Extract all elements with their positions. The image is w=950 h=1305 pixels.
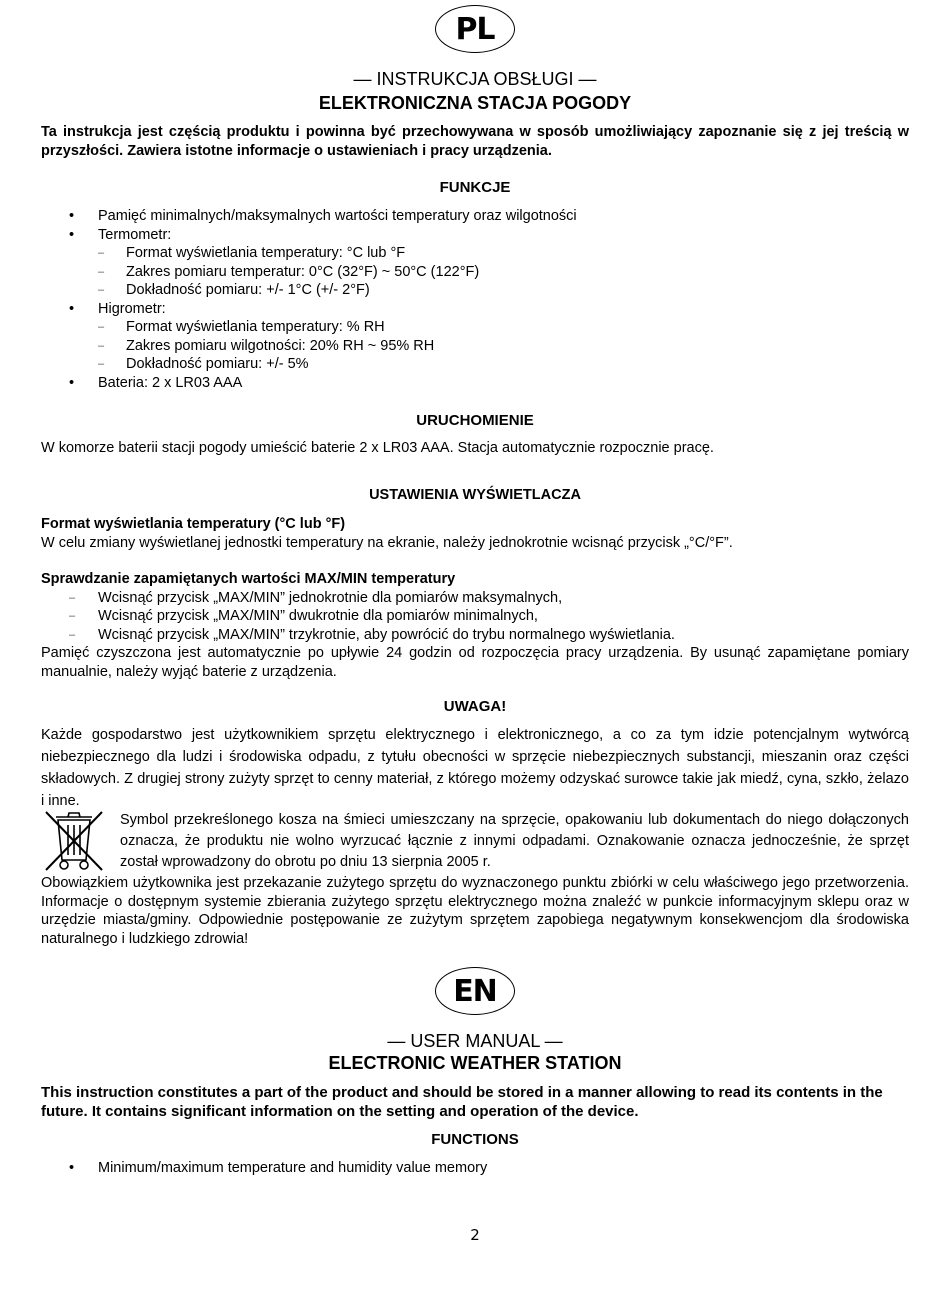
list-item: – Dokładność pomiaru: +/- 1°C (+/- 2°F) <box>41 281 909 300</box>
list-item: – Format wyświetlania temperatury: °C lub °F <box>41 244 909 263</box>
pl-title-line1: — INSTRUKCJA OBSŁUGI — <box>353 69 597 89</box>
list-item: • Minimum/maximum temperature and humidity value memory <box>41 1159 909 1178</box>
pl-startup-text: W komorze baterii stacji pogody umieścić baterie 2 x LR03 AAA. Stacja automatycznie rozpocznie pracę. <box>41 440 714 456</box>
list-item: • Termometr: <box>41 226 909 245</box>
pl-display-heading: USTAWIENIA WYŚWIETLACZA <box>369 487 581 503</box>
pl-startup-heading: URUCHOMIENIE <box>416 412 534 429</box>
pl-duty-text: Obowiązkiem użytkownika jest przekazanie zużytego sprzętu do wyznaczonego punktu zbiórki w celu właściwego jego przetworzenia. Informacje o dostępnym systemie zbierania zużytego sprzętu elektrycznego można znaleźć w punkcie informacyjnym sklepu oraz w urzędzie miasta/gminy. Odpowiednie postępowanie ze zużytym sprzętem zapobiega negatywnym konsekwencjom dla środowiska naturalnego i ludzkiego zdrowia! <box>41 875 909 947</box>
list-item: – Wcisnąć przycisk „MAX/MIN” dwukrotnie dla pomiarów minimalnych, <box>41 607 909 626</box>
list-item: – Format wyświetlania temperatury: % RH <box>41 318 909 337</box>
list-item: – Zakres pomiaru wilgotności: 20% RH ~ 95% RH <box>41 337 909 356</box>
pl-functions-heading: FUNKCJE <box>439 179 511 196</box>
list-item: – Wcisnąć przycisk „MAX/MIN” trzykrotnie, aby powrócić do trybu normalnego wyświetlania. <box>41 626 909 645</box>
list-item: – Zakres pomiaru temperatur: 0°C (32°F) ~ 50°C (122°F) <box>41 263 909 282</box>
language-badge-pl: PL <box>435 5 515 53</box>
pl-maxmin-title: Sprawdzanie zapamiętanych wartości MAX/MIN temperatury <box>41 571 456 587</box>
en-functions-heading: FUNCTIONS <box>431 1131 519 1148</box>
pl-warning-text: Każde gospodarstwo jest użytkownikiem sprzętu elektrycznego i elektronicznego, a co za tym idzie potencjalnym wytwórcą niebezpiecznego dla ludzi i środowiska odpadu, z tytułu obecności w sprzęcie niebezpiecznych substancji, mieszanin oraz części składowych. Z drugiej strony zużyty sprzęt to cenny materiał, z którego możemy odzyskać surowce takie jak miedź, cyna, szkło, żelazo i inne. <box>41 727 909 809</box>
pl-format-text: W celu zmiany wyświetlanej jednostki temperatury na ekranie, należy jednokrotnie wcisnąć przycisk „°C/°F”. <box>41 534 733 551</box>
pl-format-section <box>41 515 909 552</box>
en-title-line1: — USER MANUAL — <box>387 1031 563 1051</box>
pl-maxmin-section <box>41 570 909 681</box>
page-number: 2 <box>470 1226 480 1244</box>
pl-warning-heading: UWAGA! <box>443 698 507 715</box>
crossed-out-wheelie-bin-icon <box>42 808 106 874</box>
en-intro: This instruction constitutes a part of the product and should be stored in a manner allowing to read its contents in the future. It contains significant information on the setting and operation of the device. <box>41 1084 883 1120</box>
list-item: • Higrometr: <box>41 300 909 319</box>
pl-weee-text: Symbol przekreślonego kosza na śmieci umieszczany na sprzęcie, opakowaniu lub dokumentach do niego dołączonych oznacza, że produktu nie wolno wyrzucać łącznie z innymi odpadami. Oznakowanie oznacza jednocześnie, że sprzęt został wprowadzony do obrotu po dniu 13 sierpnia 2005 r. <box>120 812 909 870</box>
list-item: – Dokładność pomiaru: +/- 5% <box>41 355 909 374</box>
pl-title-line2: ELEKTRONICZNA STACJA POGODY <box>318 93 632 113</box>
list-item: • Bateria: 2 x LR03 AAA <box>41 374 909 393</box>
pl-format-title: Format wyświetlania temperatury (°C lub °F) <box>41 516 346 532</box>
pl-functions-list <box>41 207 909 392</box>
en-functions-list <box>41 1159 909 1178</box>
list-item: – Wcisnąć przycisk „MAX/MIN” jednokrotnie dla pomiarów maksymalnych, <box>41 589 909 608</box>
pl-maxmin-list <box>41 589 909 645</box>
language-badge-en: EN <box>435 967 515 1015</box>
en-title-line2: ELECTRONIC WEATHER STATION <box>328 1053 622 1073</box>
pl-memory-text: Pamięć czyszczona jest automatycznie po upływie 24 godzin od rozpoczęcia pracy urządzenia. By usunąć zapamiętane pomiary manualnie, należy wyjąć baterie z urządzenia. <box>41 645 909 680</box>
list-item: • Pamięć minimalnych/maksymalnych wartości temperatury oraz wilgotności <box>41 207 909 226</box>
pl-intro: Ta instrukcja jest częścią produktu i powinna być przechowywana w sposób umożliwiający zapoznanie się z jej treścią w przyszłości. Zawiera istotne informacje o ustawieniach i pracy urządzenia. <box>41 124 909 159</box>
